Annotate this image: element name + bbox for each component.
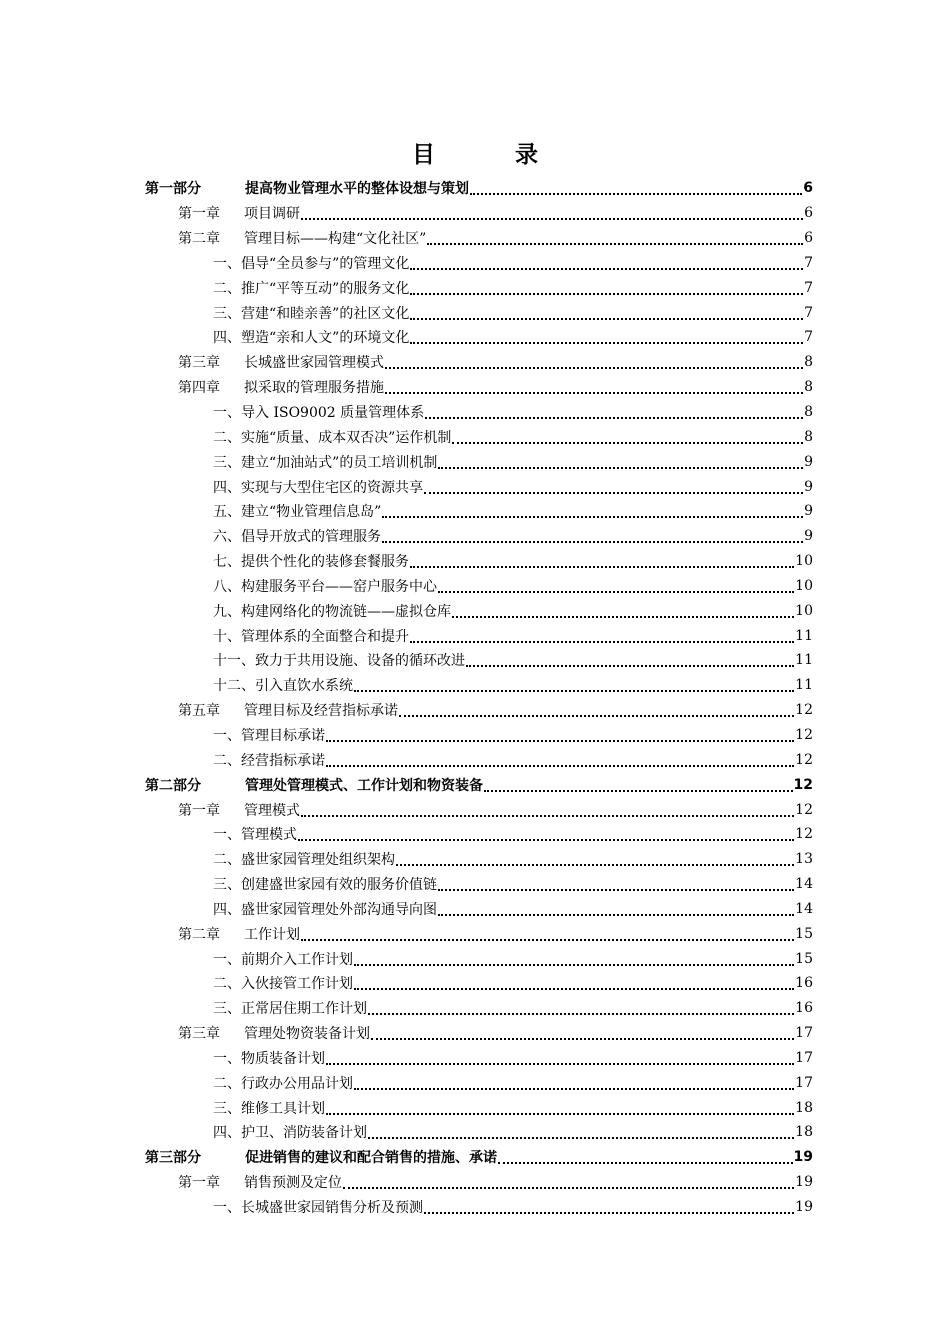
toc-entry[interactable] [145, 375, 813, 400]
toc-entry-number: 第一部分 [145, 181, 201, 198]
toc-entry-page-number: 10 [795, 602, 813, 619]
toc-entry-page-number: 8 [804, 354, 813, 371]
dot-leader [498, 1162, 793, 1164]
toc-entry-page-number: 15 [795, 950, 813, 967]
toc-entry-page-number: 7 [804, 304, 813, 321]
toc-entry-page-number: 16 [795, 1000, 813, 1017]
toc-entry[interactable] [145, 996, 813, 1021]
toc-entry-page-number: 9 [804, 528, 813, 545]
dot-leader [396, 864, 794, 866]
dot-leader [385, 367, 803, 369]
toc-entry-title: 项目调研 [244, 206, 300, 223]
dot-leader [410, 318, 803, 320]
dot-leader [326, 740, 794, 742]
dot-leader [438, 914, 794, 916]
dot-leader [326, 1063, 794, 1065]
toc-entry-title: 长城盛世家园管理模式 [244, 355, 384, 372]
toc-entry-page-number: 19 [793, 1149, 813, 1166]
toc-entry-title: 四、实现与大型住宅区的资源共享 [213, 479, 423, 496]
toc-entry-page-number: 19 [795, 1199, 813, 1216]
toc-entry[interactable] [145, 449, 813, 474]
dot-leader [326, 1113, 794, 1115]
dot-leader [410, 342, 803, 344]
toc-entry-page-number: 14 [795, 876, 813, 893]
toc-entry-title: 工作计划 [244, 926, 300, 943]
toc-entry[interactable] [145, 673, 813, 698]
dot-leader [410, 641, 794, 643]
toc-entry[interactable] [145, 1095, 813, 1120]
toc-entry-page-number: 12 [795, 702, 813, 719]
toc-entry-title: 一、导入 ISO9002 质量管理体系 [213, 405, 425, 422]
toc-entry-page-number: 12 [795, 751, 813, 768]
toc-entry-page-number: 12 [793, 776, 813, 793]
toc-entry-title: 管理处物资装备计划 [244, 1026, 370, 1043]
dot-leader [438, 591, 794, 593]
dot-leader [301, 815, 794, 817]
toc-entry-title: 一、倡导“全员参与”的管理文化 [213, 255, 410, 272]
toc-entry-page-number: 10 [795, 577, 813, 594]
toc-entry[interactable] [145, 1120, 813, 1145]
dot-leader [371, 1038, 794, 1040]
toc-entry-page-number: 12 [795, 826, 813, 843]
toc-entry-title: 二、盛世家园管理处组织架构 [213, 852, 395, 869]
dot-leader [301, 218, 803, 220]
toc-entry[interactable] [145, 300, 813, 325]
dot-leader [298, 839, 794, 841]
toc-entry[interactable] [145, 325, 813, 350]
toc-entry[interactable] [145, 822, 813, 847]
toc-entry-title: 提高物业管理水平的整体设想与策划 [245, 181, 469, 198]
toc-entry-page-number: 11 [795, 677, 813, 694]
toc-entry-title: 二、行政办公用品计划 [213, 1075, 353, 1092]
toc-entry[interactable] [145, 251, 813, 276]
toc-entry[interactable] [145, 499, 813, 524]
toc-entry-title: 三、维修工具计划 [213, 1100, 325, 1117]
toc-entry[interactable] [145, 648, 813, 673]
toc-entry-page-number: 17 [795, 1025, 813, 1042]
toc-entry-title: 管理处管理模式、工作计划和物资装备 [245, 777, 483, 794]
dot-leader [343, 1187, 794, 1189]
toc-entry-page-number: 18 [795, 1099, 813, 1116]
toc-entry-title: 管理模式 [244, 802, 300, 819]
dot-leader [382, 541, 803, 543]
dot-leader [354, 1088, 794, 1090]
toc-entry-title: 六、倡导开放式的管理服务 [213, 529, 381, 546]
toc-entry[interactable] [145, 226, 813, 251]
toc-entry[interactable] [145, 598, 813, 623]
dot-leader [466, 665, 794, 667]
toc-entry[interactable] [145, 201, 813, 226]
dot-leader [368, 1013, 794, 1015]
dot-leader [452, 442, 803, 444]
toc-entry[interactable] [145, 1021, 813, 1046]
toc-entry-title: 十一、致力于共用设施、设备的循环改进 [213, 653, 465, 670]
dot-leader [427, 243, 803, 245]
toc-entry-title: 二、实施“质量、成本双否决”运作机制 [213, 429, 452, 446]
toc-entry-page-number: 9 [804, 453, 813, 470]
toc-entry[interactable] [145, 896, 813, 921]
toc-entry[interactable] [145, 176, 813, 201]
toc-entry[interactable] [145, 872, 813, 897]
toc-entry-title: 三、正常居住期工作计划 [213, 1001, 367, 1018]
toc-entry-number: 第三部分 [145, 1150, 201, 1167]
toc-entry-page-number: 12 [795, 726, 813, 743]
toc-entry-number: 第二章 [178, 231, 220, 248]
dot-leader [326, 765, 794, 767]
toc-entry-number: 第五章 [178, 703, 220, 720]
toc-entry[interactable] [145, 350, 813, 375]
dot-leader [354, 690, 794, 692]
dot-leader [424, 1212, 794, 1214]
toc-title: 目 录 [411, 142, 574, 168]
toc-entry-number: 第一章 [178, 802, 220, 819]
dot-leader [484, 790, 793, 792]
dot-leader [470, 193, 802, 195]
dot-leader [410, 566, 794, 568]
toc-entry-page-number: 17 [795, 1074, 813, 1091]
toc-entry-title: 四、塑造“亲和人文”的环境文化 [213, 330, 410, 347]
toc-entry-title: 销售预测及定位 [244, 1175, 342, 1192]
toc-entry[interactable] [145, 847, 813, 872]
toc-entry-page-number: 12 [795, 801, 813, 818]
toc-entry-number: 第二部分 [145, 777, 201, 794]
toc-entry-number: 第二章 [178, 926, 220, 943]
toc-entry[interactable] [145, 1170, 813, 1195]
toc-entry-title: 促进销售的建议和配合销售的措施、承诺 [245, 1150, 497, 1167]
toc-entry[interactable] [145, 549, 813, 574]
dot-leader [438, 467, 803, 469]
toc-entry-page-number: 6 [803, 180, 813, 197]
toc-entry-title: 一、管理模式 [213, 827, 297, 844]
toc-entry-page-number: 18 [795, 1124, 813, 1141]
toc-entry[interactable] [145, 921, 813, 946]
toc-entry-page-number: 16 [795, 975, 813, 992]
toc-entry[interactable] [145, 474, 813, 499]
toc-entry-title: 三、营建“和睦亲善”的社区文化 [213, 305, 410, 322]
toc-entry-title: 七、提供个性化的装修套餐服务 [213, 554, 409, 571]
toc-entry-page-number: 9 [804, 478, 813, 495]
toc-entry-title: 四、护卫、消防装备计划 [213, 1125, 367, 1142]
toc-entry[interactable] [145, 1046, 813, 1071]
toc-entry-page-number: 8 [804, 404, 813, 421]
toc-entry-title: 十、管理体系的全面整合和提升 [213, 628, 409, 645]
toc-entry-page-number: 14 [795, 900, 813, 917]
toc-entry-title: 管理目标——构建“文化社区” [244, 231, 427, 248]
dot-leader [385, 392, 803, 394]
toc-entry-title: 一、物质装备计划 [213, 1050, 325, 1067]
toc-entry-number: 第三章 [178, 1026, 220, 1043]
toc-entry-title: 二、推广“平等互动”的服务文化 [213, 280, 410, 297]
toc-entry-number: 第一章 [178, 206, 220, 223]
toc-entry-page-number: 13 [795, 851, 813, 868]
toc-entry[interactable] [145, 797, 813, 822]
toc-entry[interactable] [145, 946, 813, 971]
toc-entry-page-number: 6 [804, 230, 813, 247]
toc-entry-page-number: 11 [795, 627, 813, 644]
toc-entry-page-number: 17 [795, 1049, 813, 1066]
dot-leader [452, 616, 794, 618]
toc-entry[interactable] [145, 971, 813, 996]
toc-entry[interactable] [145, 723, 813, 748]
toc-entry-title: 一、管理目标承诺 [213, 727, 325, 744]
toc-entry-page-number: 10 [795, 553, 813, 570]
toc-entry-page-number: 7 [804, 279, 813, 296]
toc-entry-title: 三、创建盛世家园有效的服务价值链 [213, 877, 437, 894]
toc-entry[interactable] [145, 623, 813, 648]
dot-leader [410, 293, 803, 295]
toc-entry-title: 五、建立“物业管理信息岛” [213, 504, 382, 521]
toc-entry-title: 一、长城盛世家园销售分析及预测 [213, 1200, 423, 1217]
toc-entry-number: 第三章 [178, 355, 220, 372]
toc-entry[interactable] [145, 574, 813, 599]
toc-entry-title: 一、前期介入工作计划 [213, 951, 353, 968]
table-of-contents [145, 176, 813, 1219]
toc-entry-title: 九、构建网络化的物流链——虚拟仓库 [213, 603, 451, 620]
dot-leader [425, 417, 803, 419]
toc-entry-page-number: 15 [795, 925, 813, 942]
toc-entry[interactable] [145, 1145, 813, 1170]
toc-entry-title: 二、经营指标承诺 [213, 752, 325, 769]
toc-entry[interactable] [145, 524, 813, 549]
toc-entry-title: 十二、引入直饮水系统 [213, 678, 353, 695]
dot-leader [354, 988, 794, 990]
dot-leader [438, 889, 794, 891]
dot-leader [399, 715, 794, 717]
toc-entry-title: 三、建立“加油站式”的员工培训机制 [213, 454, 438, 471]
toc-entry-page-number: 6 [804, 205, 813, 222]
toc-entry-page-number: 11 [795, 652, 813, 669]
toc-entry-page-number: 19 [795, 1174, 813, 1191]
toc-entry-title: 四、盛世家园管理处外部沟通导向图 [213, 901, 437, 918]
toc-entry[interactable] [145, 698, 813, 723]
toc-entry[interactable] [145, 772, 813, 797]
dot-leader [354, 964, 794, 966]
dot-leader [424, 492, 803, 494]
dot-leader [382, 516, 803, 518]
toc-entry[interactable] [145, 1070, 813, 1095]
toc-entry-page-number: 8 [804, 428, 813, 445]
toc-entry-page-number: 7 [804, 329, 813, 346]
toc-entry-page-number: 8 [804, 379, 813, 396]
toc-entry[interactable] [145, 275, 813, 300]
toc-entry-title: 八、构建服务平台——窑户服务中心 [213, 578, 437, 595]
dot-leader [368, 1137, 794, 1139]
toc-entry-title: 二、入伙接管工作计划 [213, 976, 353, 993]
toc-entry[interactable] [145, 1195, 813, 1220]
toc-entry-page-number: 9 [804, 503, 813, 520]
toc-entry-title: 管理目标及经营指标承诺 [244, 703, 398, 720]
dot-leader [410, 268, 803, 270]
dot-leader [301, 939, 794, 941]
toc-entry-number: 第四章 [178, 380, 220, 397]
toc-entry-page-number: 7 [804, 254, 813, 271]
toc-entry[interactable] [145, 747, 813, 772]
toc-entry[interactable] [145, 400, 813, 425]
toc-entry[interactable] [145, 424, 813, 449]
toc-entry-number: 第一章 [178, 1175, 220, 1192]
toc-entry-title: 拟采取的管理服务措施 [244, 380, 384, 397]
